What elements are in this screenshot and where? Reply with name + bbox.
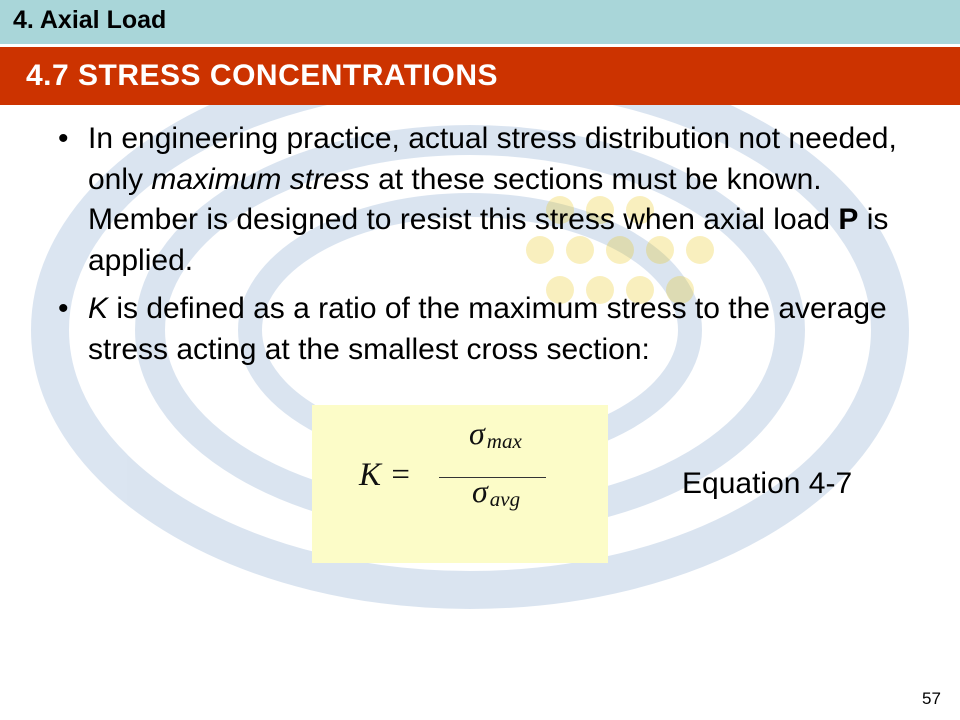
chapter-title: 4. Axial Load — [13, 6, 167, 34]
equation-denominator — [472, 473, 520, 512]
sigma-symbol: σ — [469, 415, 485, 451]
text-run: is applied. — [88, 203, 889, 277]
text-run: is defined as a ratio of the maximum stress to the average stress acting at the smallest cross section: — [88, 292, 887, 366]
sigma-symbol: σ — [472, 473, 488, 509]
bullet-icon: • — [58, 122, 69, 155]
text-run: In engineering practice, actual stress distribution not needed, only — [88, 122, 897, 196]
text-run-bold: P — [838, 203, 859, 236]
bullet-icon: • — [58, 292, 69, 325]
bullet-item — [58, 119, 898, 281]
denominator-subscript: avg — [489, 487, 521, 511]
text-run-italic: maximum stress — [151, 162, 370, 196]
equation-numerator — [469, 415, 522, 454]
equation-label: Equation 4-7 — [682, 467, 853, 500]
page-number: 57 — [922, 689, 941, 708]
bullet-text — [88, 289, 898, 370]
bullet-text — [88, 119, 898, 281]
chapter-header-bar — [0, 0, 960, 44]
equation-lhs: K = — [359, 457, 412, 493]
numerator-subscript: max — [486, 429, 522, 453]
bullet-item — [58, 289, 898, 370]
text-run-italic: K — [88, 292, 109, 325]
equation-box — [312, 405, 608, 563]
text-run: at these sections must be known. Member is designed to resist this stress when axial load — [88, 162, 839, 236]
section-header-bar — [0, 47, 960, 105]
section-title: 4.7 STRESS CONCENTRATIONS — [26, 59, 499, 92]
